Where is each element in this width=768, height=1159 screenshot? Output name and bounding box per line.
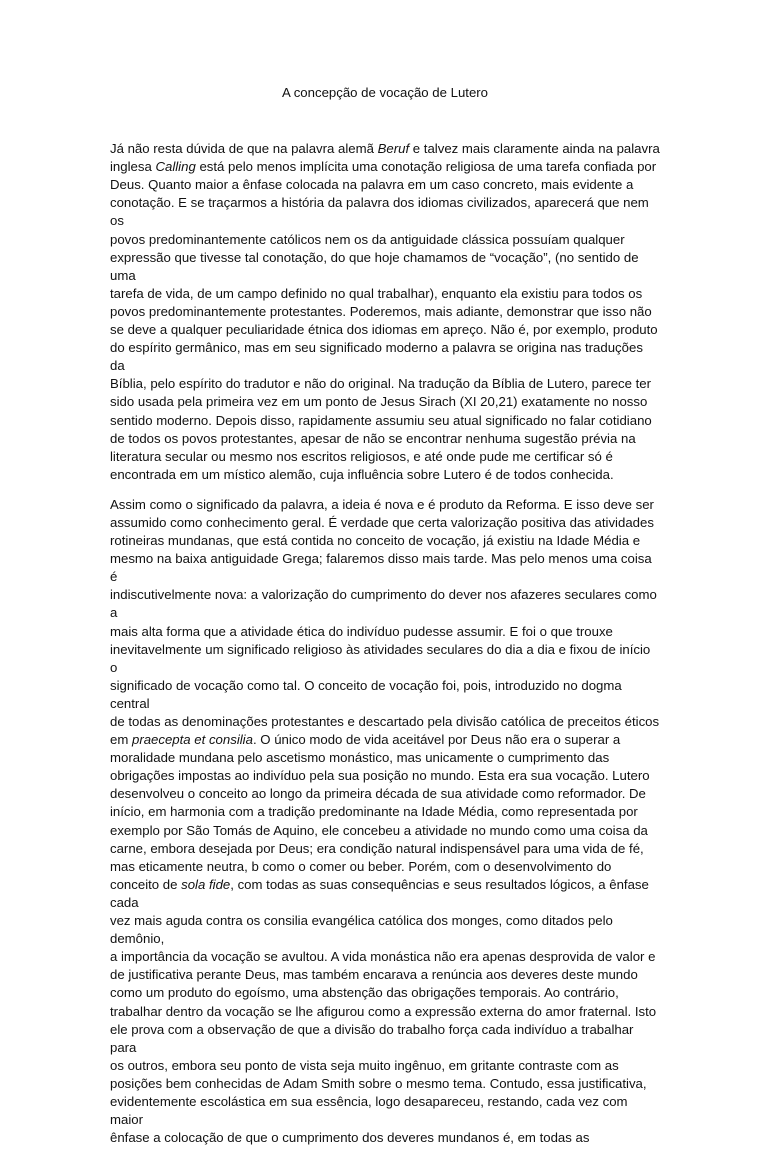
document-title: A concepção de vocação de Lutero <box>281 85 489 100</box>
italic-term: Calling <box>155 159 196 175</box>
paragraph-1 <box>110 140 660 484</box>
text-run: está pelo menos implícita uma conotação religiosa de uma tarefa confiada por Deus. Quanto maior a ênfase colocada na palavra em um caso concreto, mais evidente a conotação. E se traçarmos a história da palavra dos idiomas civilizados, aparecerá que nem os povos predominantemente católicos nem os da antiguidade clássica possuíam qualquer expressão que tivesse tal conotação, do que hoje chamamos de “vocação”, (no sentido de uma tarefa de vida, de um campo definido no qual trabalhar), enquanto ela existiu para todos os povos predominantemente protestantes. Poderemos, mais adiante, demonstrar que isso não se deve a qualquer peculiaridade étnica dos idiomas em apreço. Não é, por exemplo, produto do espírito germânico, mas em seu significado moderno a palavra se origina nas traduções da Bíblia, pelo espírito do tradutor e não do original. Na tradução da Bíblia de Lutero, parece ter sido usada pela primeira vez em um ponto de Jesus Sirach (XI 20,21) exatamente no nosso sentido moderno. Depois disso, rapidamente assumiu seu atual significado no falar cotidiano de todos os povos protestantes, apesar de não se encontrar nenhuma sugestão prévia na literatura secular ou mesmo nos escritos religiosos, e até onde pude me certificar só é encontrada em um místico alemão, cuja influência sobre Lutero é de todos conhecida. <box>110 159 658 482</box>
italic-term: Beruf <box>377 141 410 157</box>
text-run: . O único modo de vida aceitável por Deus não era o superar a moralidade mundana pelo ascetismo monástico, mas unicamente o cumprimento das obrigações impostas ao indivíduo pela sua posição no mundo. Esta era sua vocação. Lutero desenvolveu o conceito ao longo da primeira década de sua atividade como reformador. De início, em harmonia com a tradição predominante na Idade Média, como representada por exemplo por São Tomás de Aquino, ele concebeu a atividade no mundo como uma coisa da carne, embora desejada por Deus; era condição natural indispensável para uma vida de fé, mas eticamente neutra, b como o comer ou beber. Porém, com o desenvolvimento do conceito de <box>110 732 650 892</box>
text-run: , com todas as suas consequências e seus resultados lógicos, a ênfase cada vez mais aguda contra os consilia evangélica católica dos monges, como ditados pelo demônio, a importância da vocação se avultou. A vida monástica não era apenas desprovida de valor e de justificativa perante Deus, mas também encarava a renúncia aos deveres deste mundo como um produto do egoísmo, uma abstenção das obrigações temporais. Ao contrário, trabalhar dentro da vocação se lhe afigurou como a expressão externa do amor fraternal. Isto ele prova com a observação de que a divisão do trabalho força cada indivíduo a trabalhar para os outros, embora seu ponto de vista seja muito ingênuo, em gritante contraste com as posições bem conhecidas de Adam Smith sobre o mesmo tema. Contudo, essa justificativa, evidentemente escolástica em sua essência, logo desapareceu, restando, cada vez com maior ênfase a colocação de que o cumprimento dos deveres mundanos é, em todas as <box>110 876 657 1146</box>
italic-term: sola fide <box>181 876 231 892</box>
text-run: Assim como o significado da palavra, a ideia é nova e é produto da Reforma. E isso deve ser assumido como conhecimento geral. É verdade que certa valorização positiva das atividades rotineiras mundanas, que está contida no conceito de vocação, já existiu na Idade Média e mesmo na baixa antiguidade Grega; falaremos disso mais tarde. Mas pelo menos uma coisa é indiscutivelmente nova: a valorização do cumprimento do dever nos afazeres seculares como a mais alta forma que a atividade ética do indivíduo pudesse assumir. E foi o que trouxe inevitavelmente um significado religioso às atividades seculares do dia a dia e fixou de início o significado de vocação como tal. O conceito de vocação foi, pois, introduzido no dogma central de todas as denominações protestantes e descartado pela divisão católica de preceitos éticos em <box>110 496 660 748</box>
document-page <box>110 84 660 1159</box>
paragraph-2 <box>110 496 660 1147</box>
text-run: e talvez mais claramente ainda na palavra inglesa <box>110 141 660 175</box>
text-run: Já não resta dúvida de que na palavra alemã <box>110 141 378 157</box>
italic-term: praecepta et consilia <box>131 732 253 748</box>
